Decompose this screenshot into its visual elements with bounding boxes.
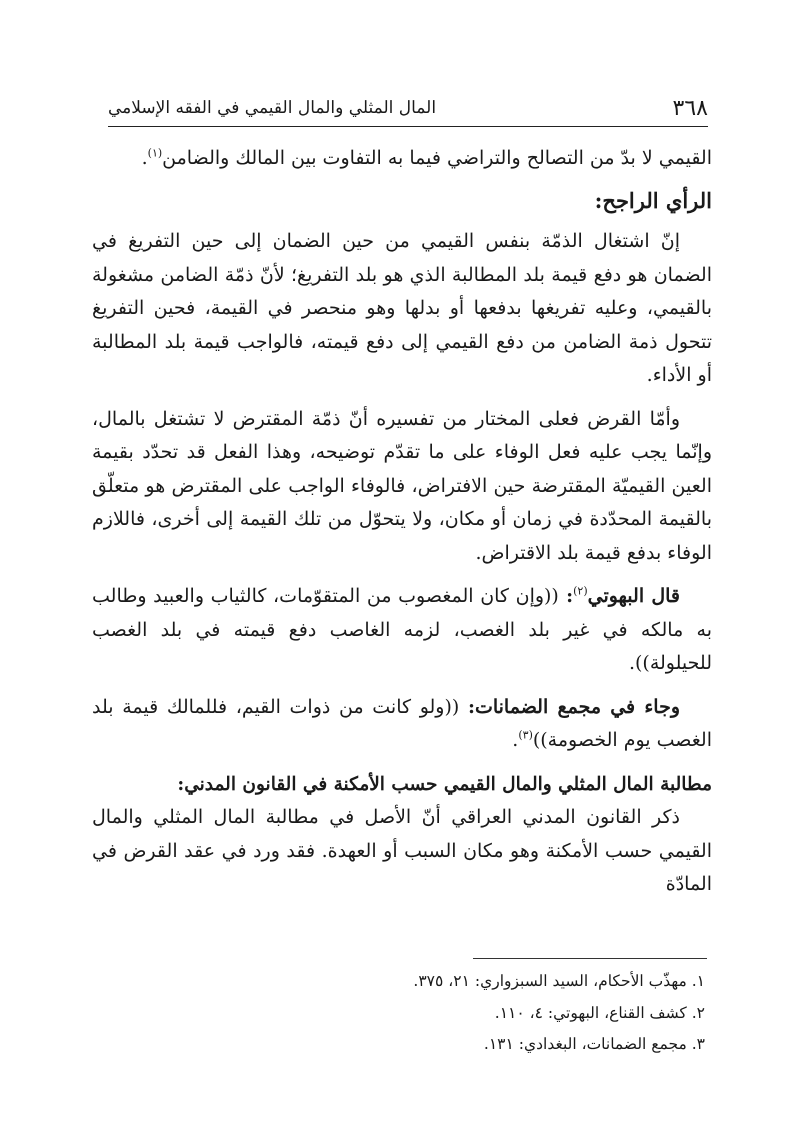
footnote-ref-3[interactable]: (٣) [518, 728, 533, 742]
running-header [108, 92, 708, 127]
paragraph-3: وأمّا القرض فعلى المختار من تفسيره أنّ ذمّة المقترض لا تشتغل بالمال، وإنّما يجب عليه فعل الوفاء على ما تقدّم توضيحه، وهذا الفعل قد تحدّد بقيمة العين القيميّة المقترضة حين الافتراض، فالوفاء الواجب على المقترض هو متعلّق بالقيمة المحدّدة في زمان أو مكان، ولا يتحوّل من تلك القيمة إلى أخرى، فاللازم الوفاء بدفع قيمة بلد الاقتراض. [92, 407, 712, 564]
paragraph-4: قال البهوتي$^{(٢)}$: ((وإن كان المغصوب من المتقوّمات، كالثياب والعبيد وطالب به مالكه في غير بلد الغصب، لزمه الغاصب دفع قيمته في بلد الغصب للحيلولة)). [92, 584, 712, 674]
paragraph-6: ذكر القانون المدني العراقي أنّ الأصل في مطالبة المال المثلي والمال القيمي حسب الأمكنة وهو مكان السبب أو العهدة. فقد ورد في عقد القرض في المادّة [92, 806, 712, 895]
page-number: ٣٦٨ [672, 96, 708, 121]
section-heading-preferred-opinion: الرأي الراجح: [594, 187, 712, 213]
footnote-ref-2[interactable]: (٢) [573, 584, 588, 598]
paragraph-1: القيمي لا بدّ من التصالح والتراضي فيما به التفاوت بين المالك والضامن$^{(١)}$. [141, 146, 712, 169]
footnote-2: ٢. كشف القناع، البهوتي: ٤، ١١٠. [494, 1003, 705, 1022]
footnote-separator [473, 958, 707, 959]
quote-author: قال البهوتي [587, 585, 680, 607]
quote-source: وجاء في مجمع الضمانات: [467, 695, 681, 718]
paragraph-2: إنّ اشتغال الذمّة بنفس القيمي من حين الضمان إلى حين التفريغ في الضمان هو دفع قيمة بلد المطالبة الذي هو بلد التفريغ؛ لأنّ ذمّة الضامن مشغولة بالقيمي، وعليه تفريغها بدفعها أو بدلها وهو منحصر في القيمة، فحين التفريغ تتحول ذمة الضامن من دفع القيمي إلى دفع قيمته، فالواجب قيمة بلد المطالبة أو الأداء. [92, 230, 712, 386]
footnotes [260, 966, 705, 1061]
footnote-ref-1[interactable]: (١) [147, 146, 163, 160]
section-heading-civil-law: مطالبة المال المثلي والمال القيمي حسب الأمكنة في القانون المدني: [177, 773, 712, 795]
body-text [92, 142, 712, 902]
paragraph-5: وجاء في مجمع الضمانات: ((ولو كانت من ذوات القيم، فللمالك قيمة بلد الغصب يوم الخصومة))$^{(٣)}$. [92, 695, 712, 751]
footnote-1: ١. مهذّب الأحكام، السيد السبزواري: ٢١، ٣٧٥. [413, 972, 705, 990]
footnote-3: ٣. مجمع الضمانات، البغدادي: ١٣١. [483, 1035, 705, 1053]
book-title: المال المثلي والمال القيمي في الفقه الإسلامي [108, 98, 437, 118]
